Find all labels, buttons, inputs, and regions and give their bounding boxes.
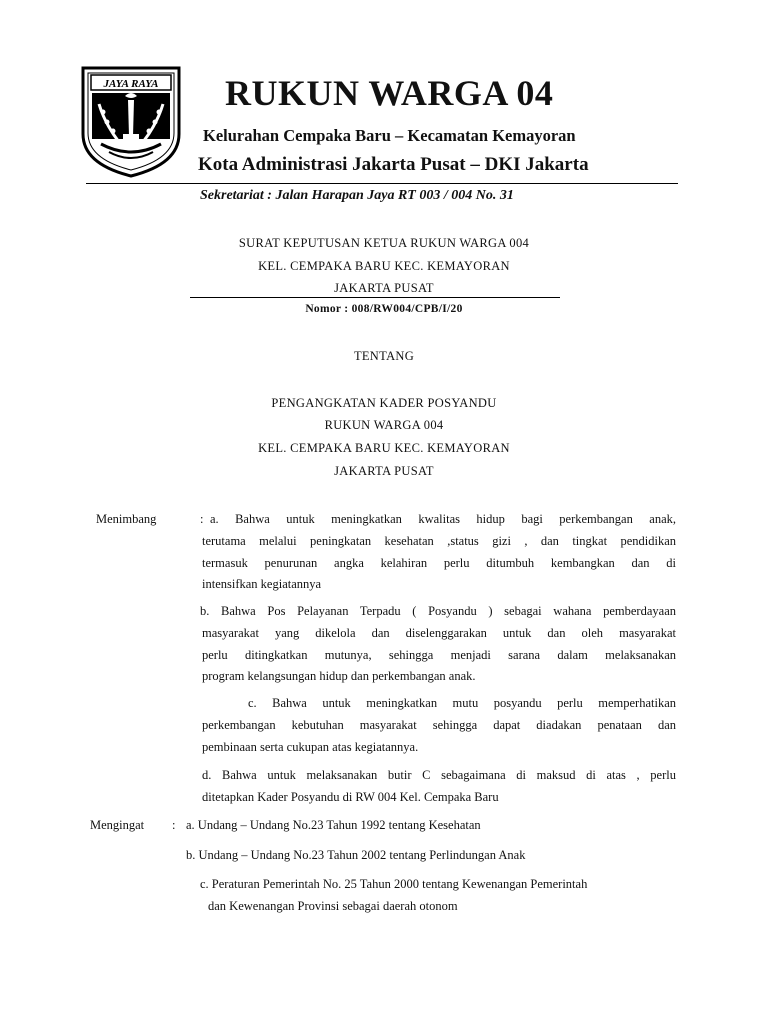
letterhead-divider xyxy=(86,183,678,184)
mengingat-item-b: b. Undang – Undang No.23 Tahun 2002 tentang Perlindungan Anak xyxy=(186,848,526,862)
menimbang-a-line-2: terutama melalui peningkatan kesehatan ,status gizi , dan tingkat pendidikan xyxy=(202,534,676,548)
subject-line-2: RUKUN WARGA 004 xyxy=(324,418,444,432)
letterhead-subtitle-2: Kota Administrasi Jakarta Pusat – DKI Jakarta xyxy=(198,154,589,175)
subject-line-4: JAKARTA PUSAT xyxy=(334,464,434,478)
menimbang-b-line-1: b. Bahwa Pos Pelayanan Terpadu ( Posyandu ) sebagai wahana pemberdayaan xyxy=(200,604,676,618)
menimbang-c-line-3: pembinaan serta cukupan atas kegiatannya. xyxy=(202,739,419,754)
about-label: TENTANG xyxy=(353,349,415,363)
menimbang-item-d xyxy=(202,765,676,808)
letterhead-subtitle-1: Kelurahan Cempaka Baru – Kecamatan Kemayoran xyxy=(203,126,576,145)
decree-header-line-3: JAKARTA PUSAT xyxy=(334,281,434,295)
letterhead-title: RUKUN WARGA 04 xyxy=(225,73,554,113)
menimbang-a-line-3: termasuk penurunan angka kelahiran perlu ditumbuh kembangkan dan di xyxy=(202,555,676,570)
mengingat-item-a: a. Undang – Undang No.23 Tahun 1992 tentang Kesehatan xyxy=(186,818,481,832)
menimbang-c-line-1: c. Bahwa untuk meningkatkan mutu posyandu perlu memperhatikan xyxy=(248,696,676,710)
menimbang-c-line-2: perkembangan kebutuhan masyarakat sehingga dapat diadakan penataan dan xyxy=(202,718,676,732)
secretariat-address: Sekretariat : Jalan Harapan Jaya RT 003 / 004 No. 31 xyxy=(200,188,514,203)
menimbang-a-line-4: intensifkan kegiatannya xyxy=(202,577,322,591)
decree-header-divider xyxy=(190,297,560,298)
mengingat-item-c-cont: dan Kewenangan Provinsi sebagai daerah otonom xyxy=(208,899,458,913)
menimbang-item-c-cont xyxy=(202,715,676,758)
menimbang-b-line-2: masyarakat yang dikelola dan diselenggarakan untuk dan oleh masyarakat xyxy=(202,626,676,640)
menimbang-b-line-3: perlu ditingkatkan mutunya, sehingga menjadi sarana dalam melaksanakan xyxy=(202,647,676,662)
menimbang-item-a-cont xyxy=(202,531,676,596)
subject-line-1: PENGANGKATAN KADER POSYANDU xyxy=(271,396,497,410)
menimbang-colon: : xyxy=(200,512,204,526)
decree-header-line-2: KEL. CEMPAKA BARU KEC. KEMAYORAN xyxy=(258,259,510,273)
subject-line-3: KEL. CEMPAKA BARU KEC. KEMAYORAN xyxy=(258,441,510,455)
decree-header-line-1: SURAT KEPUTUSAN KETUA RUKUN WARGA 004 xyxy=(238,236,530,250)
menimbang-item-b-cont xyxy=(202,623,676,688)
decree-number: Nomor : 008/RW004/CPB/I/20 xyxy=(305,303,463,315)
mengingat-item-c: c. Peraturan Pemerintah No. 25 Tahun 2000 tentang Kewenangan Pemerintah xyxy=(200,877,588,891)
menimbang-label: Menimbang xyxy=(96,512,157,526)
mengingat-label: Mengingat xyxy=(90,818,145,832)
menimbang-d-line-2: ditetapkan Kader Posyandu di RW 004 Kel. Cempaka Baru xyxy=(202,789,499,804)
menimbang-item-c xyxy=(248,693,676,715)
emblem-text: JAYA RAYA xyxy=(103,78,159,90)
menimbang-item-a xyxy=(210,509,676,531)
menimbang-a-line-1: a. Bahwa untuk meningkatkan kwalitas hidup bagi perkembangan anak, xyxy=(210,512,676,526)
menimbang-b-line-4: program kelangsungan hidup dan perkembangan anak. xyxy=(202,669,476,683)
menimbang-d-line-1: d. Bahwa untuk melaksanakan butir C sebagaimana di maksud di atas , perlu xyxy=(202,768,676,782)
mengingat-colon: : xyxy=(172,818,176,832)
menimbang-item-b xyxy=(200,601,676,623)
jaya-raya-emblem xyxy=(79,64,183,178)
